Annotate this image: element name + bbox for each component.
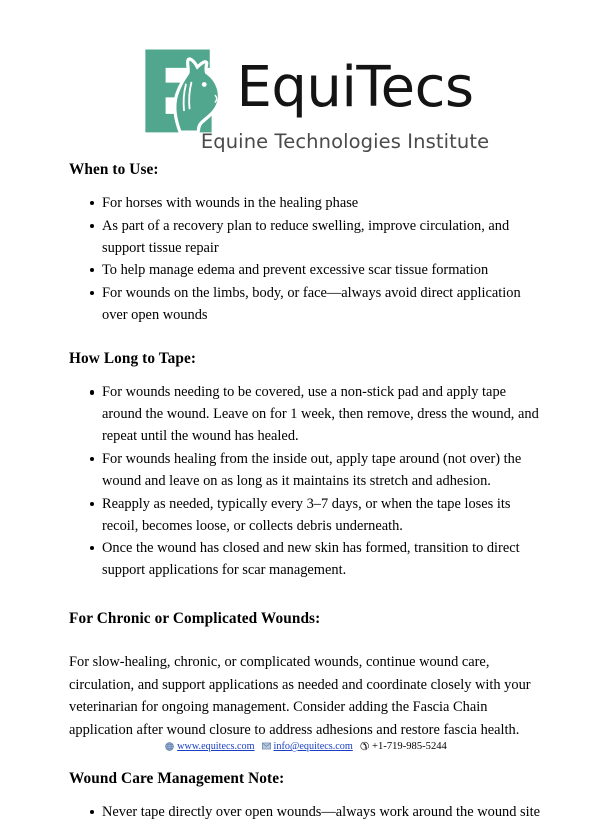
globe-icon [165, 742, 174, 751]
horse-head-e-logo-icon [138, 44, 230, 136]
section-heading-chronic-wounds: For Chronic or Complicated Wounds: [69, 609, 321, 627]
list-item: As part of a recovery plan to reduce swelling, improve circulation, and support tissue repair [69, 215, 541, 259]
list-item: For horses with wounds in the healing phase [69, 192, 541, 214]
company-logo-header [0, 44, 612, 152]
website-link-text[interactable]: www.equitecs.com [177, 741, 255, 752]
list-item: To help manage edema and prevent excessive scar tissue formation [69, 259, 541, 281]
list-item: For wounds needing to be covered, use a non-stick pad and apply tape around the wound. Leave on for 1 week, then remove, dress the wound, and repeat until the wound has healed. [69, 381, 541, 447]
envelope-icon [262, 742, 271, 751]
list-item: For wounds on the limbs, body, or face—always avoid direct application over open wounds [69, 282, 541, 326]
bullet-list-how-long-to-tape [69, 381, 541, 581]
logo-tagline: Equine Technologies Institute [200, 130, 490, 153]
section-heading-wound-care-note: Wound Care Management Note: [69, 769, 285, 787]
paragraph-chronic-wounds: For slow-healing, chronic, or complicated wounds, continue wound care, circulation, and support applications as needed and coordinate closely with your veterinarian for ongoing management. Consider adding the Fascia Chain application after wound closure to address adhesions and restore fascia health. [69, 653, 531, 739]
email-link-text[interactable]: info@equitecs.com [273, 741, 353, 752]
footer-website[interactable] [165, 741, 254, 752]
logo-row [138, 44, 473, 136]
logo-wordmark: EquiTecs [236, 55, 474, 120]
list-item: Once the wound has closed and new skin has formed, transition to direct support applications for scar management. [69, 537, 541, 581]
list-item: Never tape directly over open wounds—always work around the wound site [69, 801, 541, 823]
phone-number-text: +1-719-985-5244 [372, 741, 447, 752]
section-heading-when-to-use: When to Use: [69, 161, 159, 178]
footer-contact-bar [0, 740, 612, 753]
document-body [69, 160, 541, 823]
footer-phone [360, 740, 447, 753]
phone-icon: ✆ [359, 741, 370, 753]
list-item: For wounds healing from the inside out, apply tape around (not over) the wound and leave on as long as it maintains its stretch and adhesion. [69, 448, 541, 492]
section-heading-how-long-to-tape: How Long to Tape: [69, 350, 197, 368]
footer-email[interactable] [262, 741, 353, 752]
bullet-list-when-to-use [69, 192, 541, 326]
bullet-list-wound-care-note [69, 801, 541, 823]
list-item: Reapply as needed, typically every 3–7 days, or when the tape loses its recoil, becomes loose, or collects debris underneath. [69, 493, 541, 537]
